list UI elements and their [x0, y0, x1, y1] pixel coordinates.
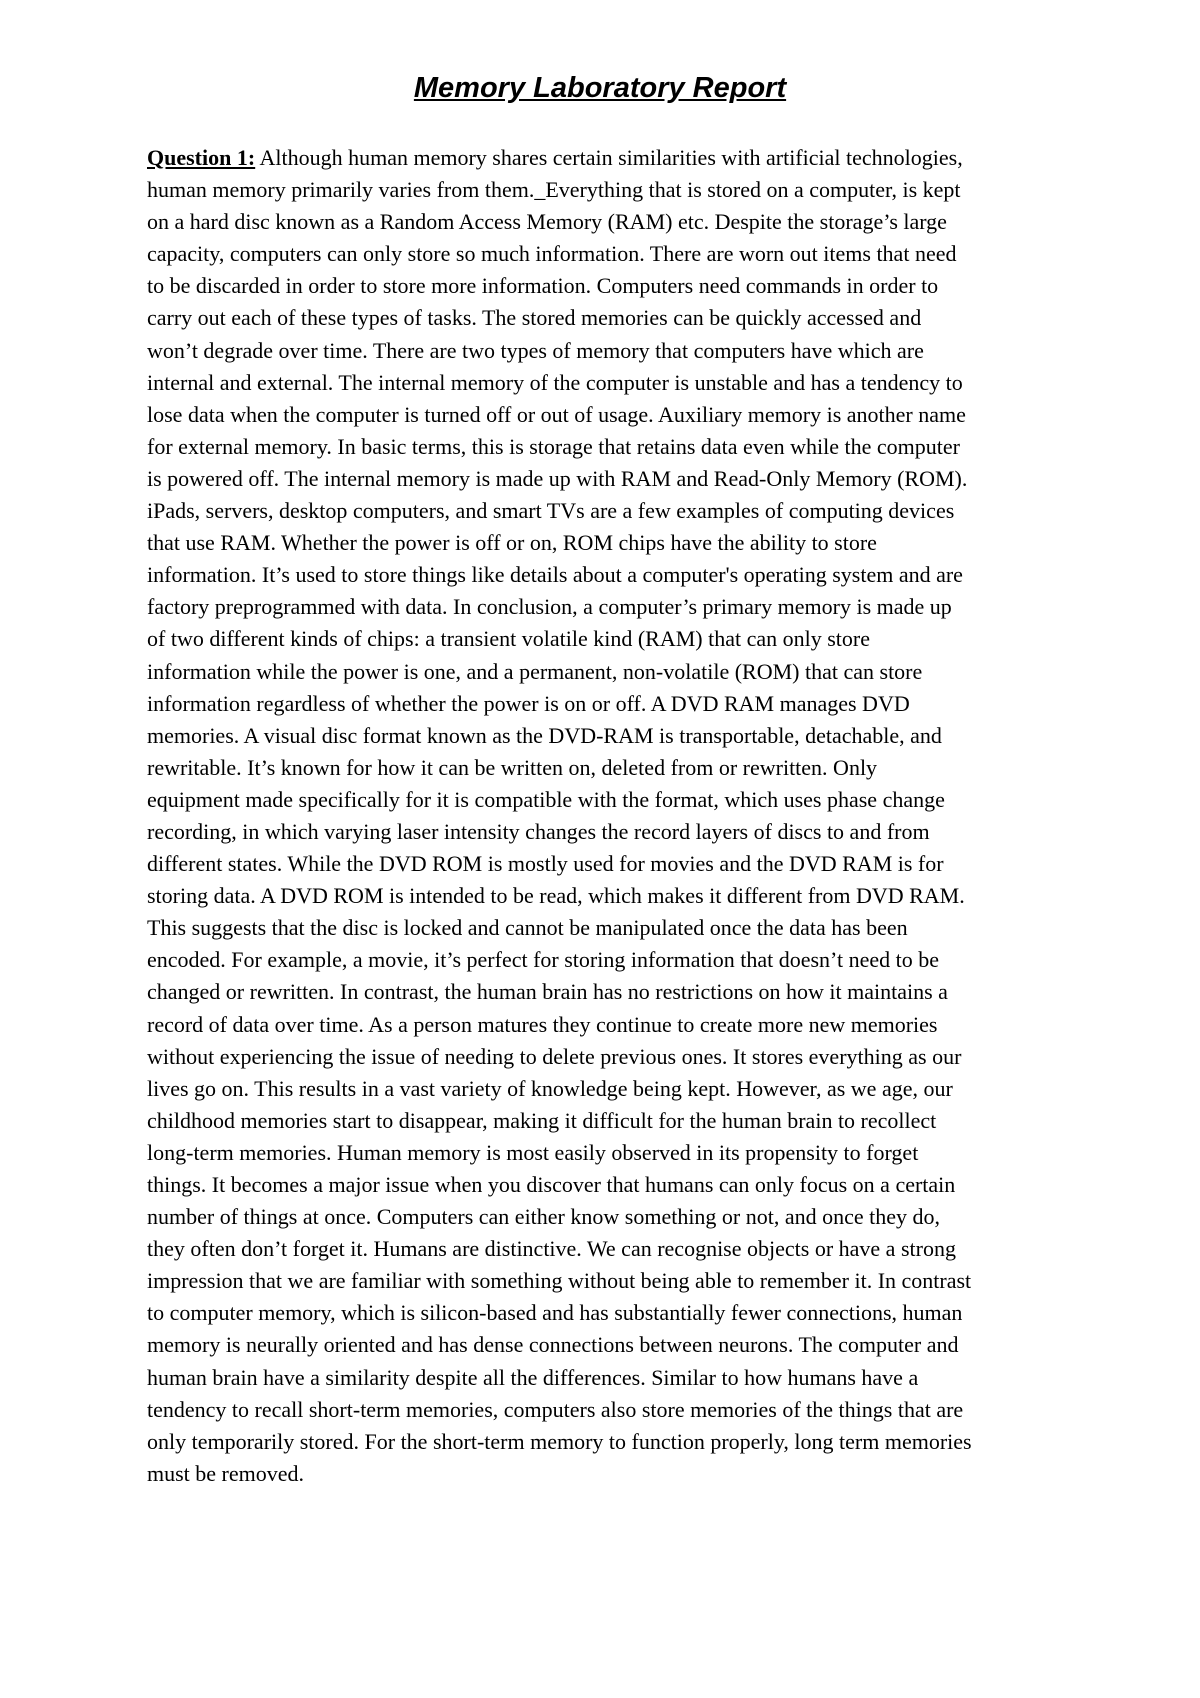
- paragraph-line: information regardless of whether the power is on or off. A DVD RAM manages DVD: [147, 690, 910, 716]
- paragraph-line: record of data over time. As a person matures they continue to create more new memories: [147, 1011, 938, 1037]
- paragraph-line: equipment made specifically for it is compatible with the format, which uses phase change: [147, 786, 945, 812]
- paragraph-line: internal and external. The internal memory of the computer is unstable and has a tendency to: [147, 369, 963, 395]
- paragraph-line: lives go on. This results in a vast variety of knowledge being kept. However, as we age, our: [147, 1075, 953, 1101]
- paragraph-line: [147, 142, 1069, 174]
- question-label: Question 1:: [147, 145, 256, 170]
- paragraph-line: human brain have a similarity despite all the differences. Similar to how humans have a: [147, 1364, 919, 1390]
- paragraph-line: must be removed.: [147, 1460, 305, 1486]
- page-title: Memory Laboratory Report: [413, 72, 787, 104]
- paragraph-line: changed or rewritten. In contrast, the human brain has no restrictions on how it maintains a: [147, 979, 948, 1005]
- paragraph-line: that use RAM. Whether the power is off or on, ROM chips have the ability to store: [147, 530, 877, 556]
- paragraph-line: memories. A visual disc format known as the DVD-RAM is transportable, detachable, and: [147, 722, 942, 748]
- paragraph-line: to computer memory, which is silicon-based and has substantially fewer connections, human: [147, 1300, 963, 1326]
- paragraph-line: long-term memories. Human memory is most easily observed in its propensity to forget: [147, 1139, 919, 1165]
- paragraph-line: childhood memories start to disappear, making it difficult for the human brain to recollect: [147, 1107, 937, 1133]
- paragraph-line: information. It’s used to store things like details about a computer's operating system and are: [147, 562, 963, 588]
- paragraph-line: number of things at once. Computers can either know something or not, and once they do,: [147, 1204, 941, 1230]
- paragraph-line: impression that we are familiar with something without being able to remember it. In contrast: [147, 1268, 972, 1294]
- paragraph-line: won’t degrade over time. There are two types of memory that computers have which are: [147, 337, 924, 363]
- paragraph-line: to be discarded in order to store more information. Computers need commands in order to: [147, 273, 939, 299]
- paragraph-line: is powered off. The internal memory is made up with RAM and Read-Only Memory (ROM).: [147, 465, 968, 491]
- paragraph-line: for external memory. In basic terms, this is storage that retains data even while the computer: [147, 433, 960, 459]
- answer-paragraph: [147, 142, 1069, 1490]
- paragraph-line: This suggests that the disc is locked and cannot be manipulated once the data has been: [147, 915, 908, 941]
- paragraph-line: storing data. A DVD ROM is intended to be read, which makes it different from DVD RAM.: [147, 883, 965, 909]
- paragraph-line: different states. While the DVD ROM is mostly used for movies and the DVD RAM is for: [147, 851, 944, 877]
- paragraph-line: memory is neurally oriented and has dense connections between neurons. The computer and: [147, 1332, 959, 1358]
- paragraph-line: information while the power is one, and a permanent, non-volatile (ROM) that can store: [147, 658, 923, 684]
- paragraph-line: human memory primarily varies from them._Everything that is stored on a computer, is kept: [147, 177, 961, 203]
- paragraph-line: tendency to recall short-term memories, computers also store memories of the things that are: [147, 1396, 964, 1422]
- paragraph-line: capacity, computers can only store so much information. There are worn out items that need: [147, 241, 957, 267]
- paragraph-line: rewritable. It’s known for how it can be written on, deleted from or rewritten. Only: [147, 754, 878, 780]
- paragraph-line: they often don’t forget it. Humans are distinctive. We can recognise objects or have a strong: [147, 1236, 956, 1262]
- paragraph-line: on a hard disc known as a Random Access Memory (RAM) etc. Despite the storage’s large: [147, 209, 947, 235]
- paragraph-line: encoded. For example, a movie, it’s perfect for storing information that doesn’t need to be: [147, 947, 939, 973]
- paragraph-line: factory preprogrammed with data. In conclusion, a computer’s primary memory is made up: [147, 594, 952, 620]
- paragraph-line: lose data when the computer is turned off or out of usage. Auxiliary memory is another name: [147, 401, 966, 427]
- paragraph-line: without experiencing the issue of needing to delete previous ones. It stores everything as our: [147, 1043, 962, 1069]
- paragraph-line: carry out each of these types of tasks. The stored memories can be quickly accessed and: [147, 305, 922, 331]
- paragraph-line: iPads, servers, desktop computers, and smart TVs are a few examples of computing devices: [147, 498, 955, 524]
- paragraph-line: things. It becomes a major issue when you discover that humans can only focus on a certain: [147, 1172, 956, 1197]
- paragraph-line: only temporarily stored. For the short-term memory to function properly, long term memories: [147, 1428, 972, 1454]
- paragraph-line-text: Although human memory shares certain similarities with artificial technologies,: [259, 145, 963, 170]
- paragraph-line: recording, in which varying laser intensity changes the record layers of discs to and from: [147, 818, 930, 844]
- paragraph-line: of two different kinds of chips: a transient volatile kind (RAM) that can only store: [147, 626, 870, 652]
